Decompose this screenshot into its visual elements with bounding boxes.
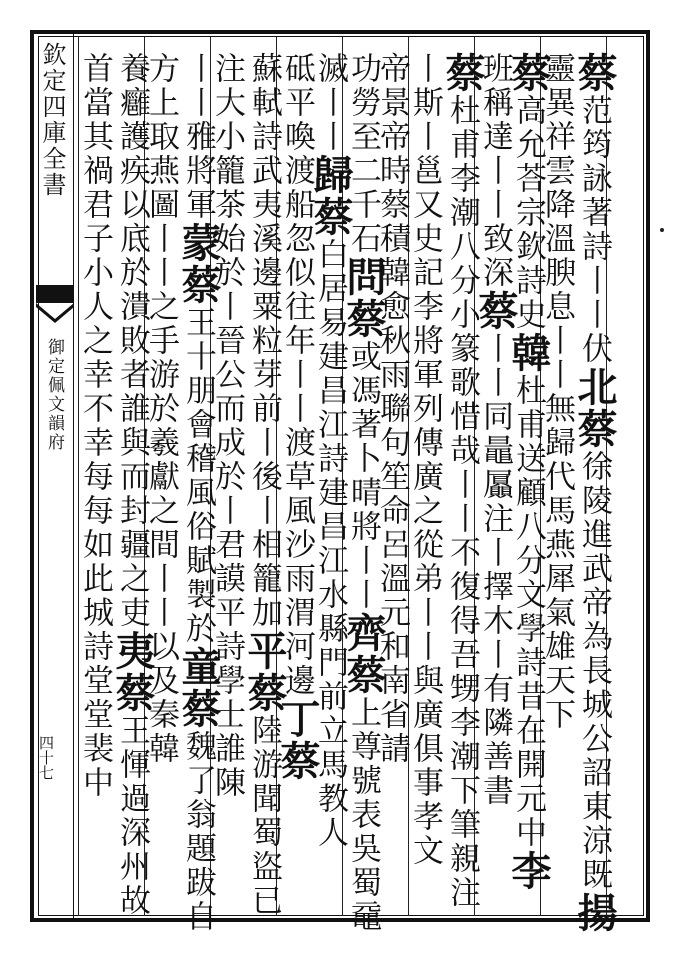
text-run: 首當其禍君子小人之幸不幸每每如此 <box>77 52 113 596</box>
headword: 蔡 <box>571 52 618 94</box>
text-column <box>439 52 486 910</box>
text-run: 杜甫送顧八分文學詩昔在開元中 <box>510 374 546 850</box>
headword: 北 <box>571 366 618 408</box>
text-run: 帝景帝時蔡積 <box>374 52 410 256</box>
text-run: 丨丨同鼂屭注丨擇木丨有隣善書 <box>477 332 513 808</box>
text-run: 韓愈秋雨聯句笙命 <box>374 256 410 528</box>
headword: 蔡 <box>439 52 486 94</box>
text-run: 息丨丨無歸代馬燕犀氣雄天下 <box>539 290 575 732</box>
text-column <box>241 52 288 918</box>
text-column <box>407 52 443 868</box>
text-run: 城詩堂堂裴中 <box>77 596 113 800</box>
text-run: 王十朋會稽風俗賦製於 <box>180 306 216 646</box>
text-run: 王惲過深州故 <box>114 714 150 918</box>
text-run: 徐陵進武帝為長城公詔東涼既 <box>576 450 612 892</box>
headword: 歸 <box>307 154 354 196</box>
headword: 蔡 <box>109 672 156 714</box>
ink-speck <box>660 228 664 232</box>
fish-tail-mark-icon <box>36 285 74 331</box>
headword: 問 <box>340 256 387 298</box>
headword: 蔡 <box>175 264 222 306</box>
headword: 夷 <box>109 630 156 672</box>
text-run: 丨丨之手游於羲獻之間丨丨以及秦韓 <box>143 222 179 766</box>
headword: 蔡 <box>241 672 288 714</box>
headword: 蔡 <box>274 740 321 782</box>
text-run: 丨丨雅將軍 <box>180 52 216 222</box>
text-run: 蘇軾詩武夷溪邊粟粒芽前丨後丨相籠加 <box>246 52 282 630</box>
text-column <box>571 52 618 934</box>
text-run: 滅丨丨 <box>312 52 348 154</box>
headword: 平 <box>241 630 288 672</box>
page-number: 四十七 <box>37 735 55 780</box>
text-run: 或馮著卜晴將丨丨 <box>345 340 381 612</box>
headword: 蔡 <box>340 654 387 696</box>
text-run: 喚渡船忽似往年丨丨渡草風沙雨渭河邊 <box>279 120 315 698</box>
headword: 齊 <box>340 612 387 654</box>
text-column <box>175 52 222 934</box>
text-run: 呂溫元和南省請 <box>374 528 410 766</box>
headword: 韓 <box>505 332 552 374</box>
headword: 蔡 <box>571 408 618 450</box>
text-run: 平詩學士誰陳 <box>209 596 245 800</box>
text-run: 陸游聞蜀盜已 <box>246 714 282 918</box>
text-column <box>109 52 156 918</box>
text-run: 范筠詠著詩丨丨伏 <box>576 94 612 366</box>
text-run: 白居易建昌江詩建昌江水縣門前立馬教人 <box>312 238 348 850</box>
text-run: 班稱達丨丨致深 <box>477 52 513 290</box>
book-subtitle: 御定佩文韻府 <box>44 338 64 452</box>
text-run: 養癰護疾以底於潰敗者誰與而封疆之吏 <box>114 52 150 630</box>
text-run: 高允荅宗欽詩史 <box>510 94 546 332</box>
text-run: 靈異祥雲降溫腴 <box>539 52 575 290</box>
headword: 蔡 <box>505 52 552 94</box>
text-run: 注大小籠茶始於丨晉公而成於丨君謨 <box>209 52 245 596</box>
text-run: 丨斯丨邕又史記李將軍列傳廣之從弟丨丨與廣俱事孝文 <box>407 52 443 868</box>
headword: 李 <box>505 850 552 892</box>
text-run: 魏了翁題跋自 <box>180 730 216 934</box>
text-run: 上尊號表吳蜀黿 <box>345 696 381 934</box>
headword: 蔡 <box>340 298 387 340</box>
text-run: 方上取燕圖 <box>143 52 179 222</box>
headword: 蔡 <box>472 290 519 332</box>
headword: 蒙 <box>175 222 222 264</box>
headword: 丁 <box>274 698 321 740</box>
text-run: 砥平 <box>279 52 315 120</box>
text-run: 杜甫李潮八分小篆歌惜哉丨丨不復得吾甥李潮下筆親注 <box>444 94 480 910</box>
headword: 蔡 <box>175 688 222 730</box>
headword: 揚 <box>571 892 618 934</box>
text-run: 功勞至二千石 <box>345 52 381 256</box>
headword: 蔡 <box>307 196 354 238</box>
headword: 童 <box>175 646 222 688</box>
text-column <box>77 52 113 800</box>
book-title: 欽定四庫全書 <box>38 42 66 198</box>
